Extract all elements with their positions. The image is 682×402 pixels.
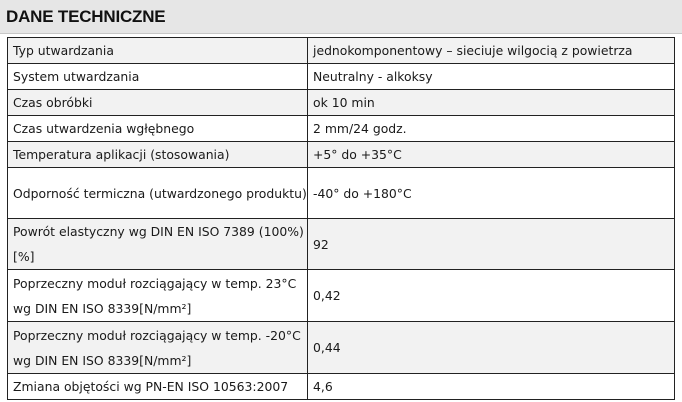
spec-label: Poprzeczny moduł rozciągający w temp. -20°C wg DIN EN ISO 8339[N/mm²] [8, 322, 308, 374]
spec-value: 2 mm/24 godz. [308, 116, 675, 142]
spec-label: System utwardzania [8, 64, 308, 90]
table-row [8, 374, 675, 400]
spec-value: +5° do +35°C [308, 142, 675, 168]
table-row [8, 90, 675, 116]
section-title: DANE TECHNICZNE [6, 7, 166, 26]
spec-label: Czas utwardzenia wgłębnego [8, 116, 308, 142]
spec-label: Odporność termiczna (utwardzonego produktu) [8, 168, 308, 219]
spec-label: Temperatura aplikacji (stosowania) [8, 142, 308, 168]
spec-label: Typ utwardzania [8, 38, 308, 64]
table-row [8, 322, 675, 374]
table-row [8, 219, 675, 270]
spec-value: 4,6 [308, 374, 675, 400]
spec-value: 0,42 [308, 270, 675, 322]
table-row [8, 168, 675, 219]
spec-value: jednokomponentowy – sieciuje wilgocią z powietrza [308, 38, 675, 64]
table-row [8, 142, 675, 168]
spec-value: 92 [308, 219, 675, 270]
spec-label: Zmiana objętości wg PN-EN ISO 10563:2007 [8, 374, 308, 400]
spec-label: Czas obróbki [8, 90, 308, 116]
technical-data-table [7, 37, 675, 400]
spec-value: -40° do +180°C [308, 168, 675, 219]
spec-value: Neutralny - alkoksy [308, 64, 675, 90]
section-header [0, 0, 682, 34]
table-row [8, 116, 675, 142]
table-row [8, 38, 675, 64]
table-row [8, 64, 675, 90]
spec-value: 0,44 [308, 322, 675, 374]
spec-value: ok 10 min [308, 90, 675, 116]
table-row [8, 270, 675, 322]
spec-label: Powrót elastyczny wg DIN EN ISO 7389 (100%) [%] [8, 219, 308, 270]
spec-label: Poprzeczny moduł rozciągający w temp. 23°C wg DIN EN ISO 8339[N/mm²] [8, 270, 308, 322]
